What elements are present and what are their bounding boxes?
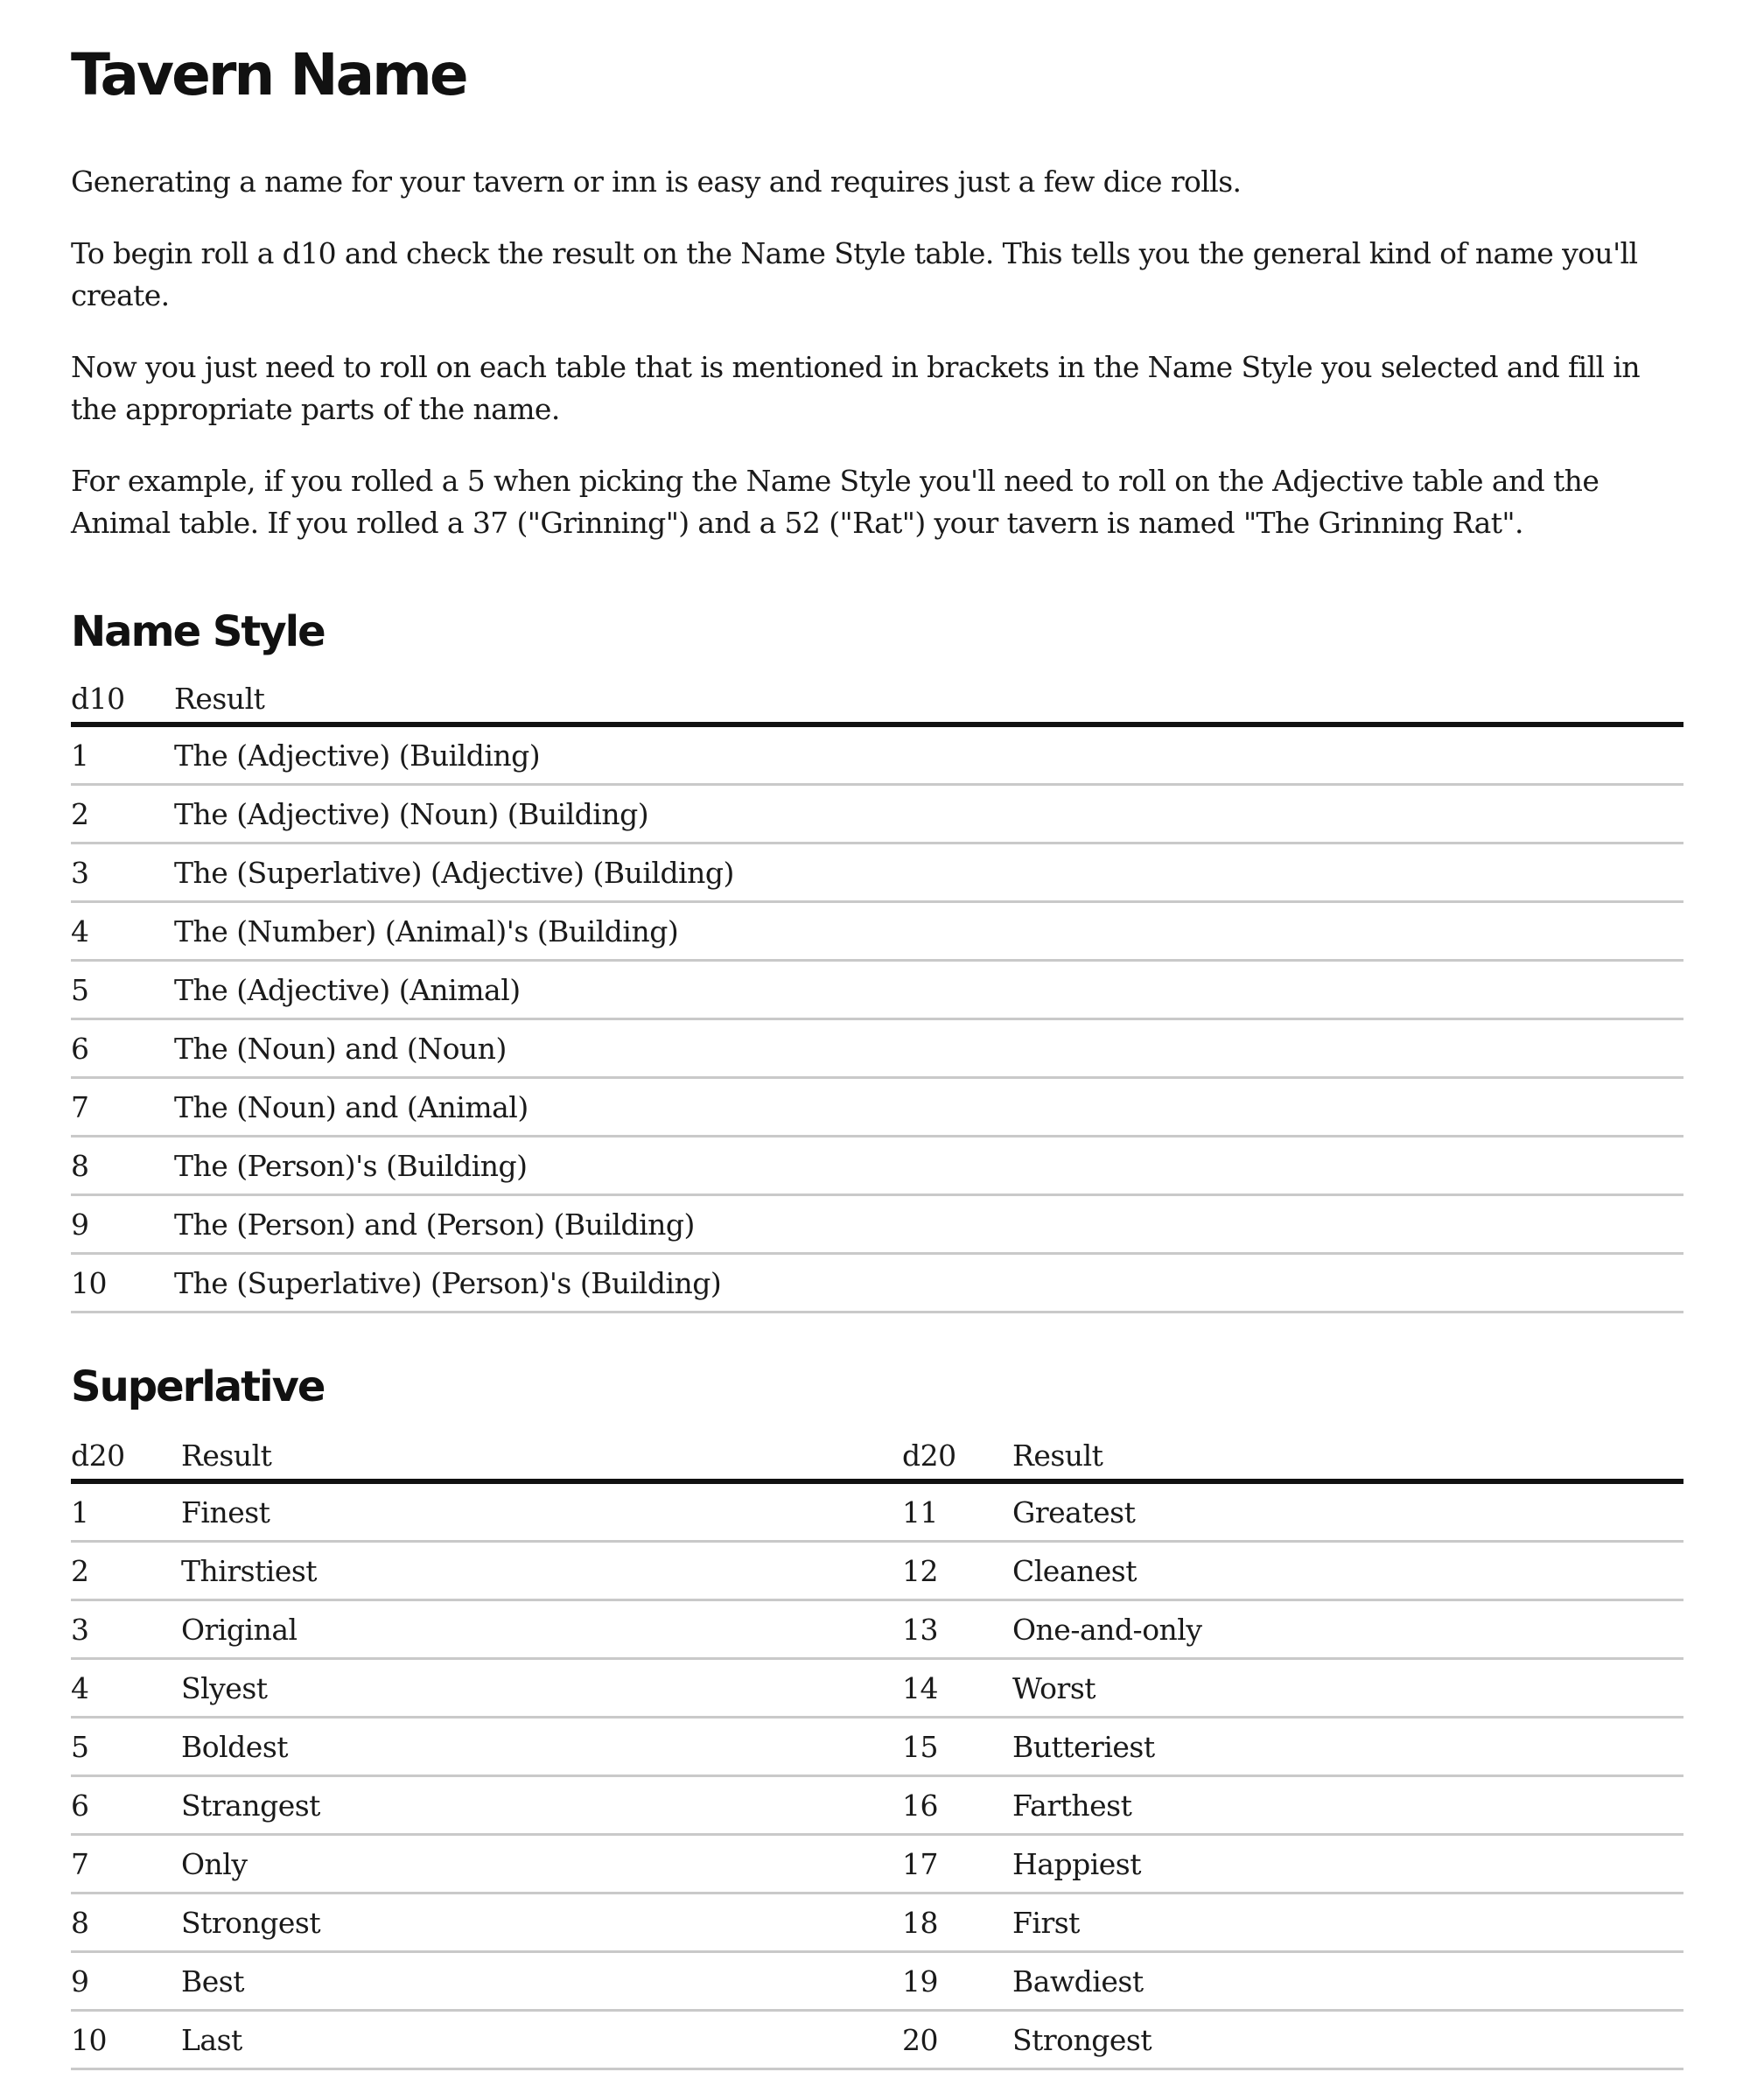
table-row: [71, 1542, 1684, 1600]
roll-value: 4: [71, 1659, 181, 1718]
table-row: [71, 1600, 1684, 1659]
roll-value: 9: [71, 1952, 181, 2011]
result-value: Cleanest: [1012, 1542, 1684, 1600]
column-header-die: d20: [71, 1432, 181, 1481]
roll-value: 8: [71, 1137, 174, 1195]
intro-text: [71, 161, 1684, 544]
result-value: Strongest: [1012, 2011, 1684, 2069]
roll-value: 16: [902, 1776, 1012, 1835]
column-header-die: d10: [71, 676, 174, 724]
roll-value: 13: [902, 1600, 1012, 1659]
name-style-table: [71, 676, 1684, 1313]
roll-value: 14: [902, 1659, 1012, 1718]
table-row: [71, 1659, 1684, 1718]
roll-value: 15: [902, 1718, 1012, 1776]
result-value: Farthest: [1012, 1776, 1684, 1835]
roll-value: 19: [902, 1952, 1012, 2011]
roll-value: 20: [902, 2011, 1012, 2069]
intro-paragraph-3: Now you just need to roll on each table that is mentioned in brackets in the Name Style you selected and fill in the appropriate parts of the name.: [71, 350, 1640, 426]
roll-value: 4: [71, 902, 174, 961]
result-value: Finest: [181, 1481, 902, 1542]
table-row: [71, 2011, 1684, 2069]
result-value: One-and-only: [1012, 1600, 1684, 1659]
roll-value: 3: [71, 844, 174, 902]
table-row: [71, 724, 1684, 785]
column-header-result: Result: [1012, 1432, 1684, 1481]
result-value: Strangest: [181, 1776, 902, 1835]
table-row: [71, 1137, 1684, 1195]
table-row: [71, 844, 1684, 902]
roll-value: 3: [71, 1600, 181, 1659]
result-value: Worst: [1012, 1659, 1684, 1718]
result-value: Slyest: [181, 1659, 902, 1718]
roll-value: 1: [71, 724, 174, 785]
superlative-heading: Superlative: [71, 1362, 325, 1411]
result-value: Greatest: [1012, 1481, 1684, 1542]
result-value: The (Noun) and (Noun): [174, 1019, 1684, 1078]
result-value: The (Adjective) (Building): [174, 724, 1684, 785]
roll-value: 5: [71, 961, 174, 1019]
intro-paragraph-4: For example, if you rolled a 5 when picking the Name Style you'll need to roll on the Adjective table and the Animal table. If you rolled a 37 ("Grinning") and a 52 ("Rat") your tavern is named "The Grinning Rat".: [71, 464, 1600, 540]
table-row: [71, 1894, 1684, 1952]
roll-value: 9: [71, 1195, 174, 1254]
roll-value: 2: [71, 1542, 181, 1600]
name-style-heading: Name Style: [71, 607, 325, 656]
document-page: [71, 35, 1684, 2070]
result-value: Best: [181, 1952, 902, 2011]
roll-value: 2: [71, 785, 174, 844]
result-value: The (Superlative) (Person)'s (Building): [174, 1254, 1684, 1312]
result-value: Butteriest: [1012, 1718, 1684, 1776]
roll-value: 17: [902, 1835, 1012, 1894]
roll-value: 1: [71, 1481, 181, 1542]
roll-value: 7: [71, 1078, 174, 1137]
table-row: [71, 961, 1684, 1019]
column-header-result: Result: [181, 1432, 902, 1481]
result-value: The (Adjective) (Animal): [174, 961, 1684, 1019]
table-row: [71, 902, 1684, 961]
roll-value: 11: [902, 1481, 1012, 1542]
roll-value: 12: [902, 1542, 1012, 1600]
table-row: [71, 1481, 1684, 1542]
intro-paragraph-1: Generating a name for your tavern or inn is easy and requires just a few dice rolls.: [71, 164, 1242, 199]
roll-value: 6: [71, 1776, 181, 1835]
roll-value: 5: [71, 1718, 181, 1776]
result-value: Bawdiest: [1012, 1952, 1684, 2011]
column-header-die: d20: [902, 1432, 1012, 1481]
table-row: [71, 1019, 1684, 1078]
result-value: First: [1012, 1894, 1684, 1952]
table-row: [71, 1078, 1684, 1137]
result-value: The (Noun) and (Animal): [174, 1078, 1684, 1137]
roll-value: 6: [71, 1019, 174, 1078]
result-value: Thirstiest: [181, 1542, 902, 1600]
result-value: Original: [181, 1600, 902, 1659]
table-header-row: [71, 676, 1684, 724]
result-value: The (Number) (Animal)'s (Building): [174, 902, 1684, 961]
table-row: [71, 1952, 1684, 2011]
result-value: Happiest: [1012, 1835, 1684, 1894]
superlative-table: [71, 1432, 1684, 2070]
table-row: [71, 785, 1684, 844]
result-value: The (Person)'s (Building): [174, 1137, 1684, 1195]
result-value: Strongest: [181, 1894, 902, 1952]
result-value: The (Person) and (Person) (Building): [174, 1195, 1684, 1254]
result-value: Boldest: [181, 1718, 902, 1776]
roll-value: 18: [902, 1894, 1012, 1952]
roll-value: 10: [71, 2011, 181, 2069]
table-header-row: [71, 1432, 1684, 1481]
column-header-result: Result: [174, 676, 1684, 724]
table-row: [71, 1835, 1684, 1894]
roll-value: 7: [71, 1835, 181, 1894]
table-row: [71, 1718, 1684, 1776]
intro-paragraph-2: To begin roll a d10 and check the result on the Name Style table. This tells you the general kind of name you'll create.: [71, 236, 1638, 312]
roll-value: 8: [71, 1894, 181, 1952]
table-row: [71, 1254, 1684, 1312]
result-value: Only: [181, 1835, 902, 1894]
result-value: The (Adjective) (Noun) (Building): [174, 785, 1684, 844]
roll-value: 10: [71, 1254, 174, 1312]
result-value: Last: [181, 2011, 902, 2069]
table-row: [71, 1195, 1684, 1254]
result-value: The (Superlative) (Adjective) (Building): [174, 844, 1684, 902]
table-row: [71, 1776, 1684, 1835]
page-title: Tavern Name: [71, 41, 466, 108]
